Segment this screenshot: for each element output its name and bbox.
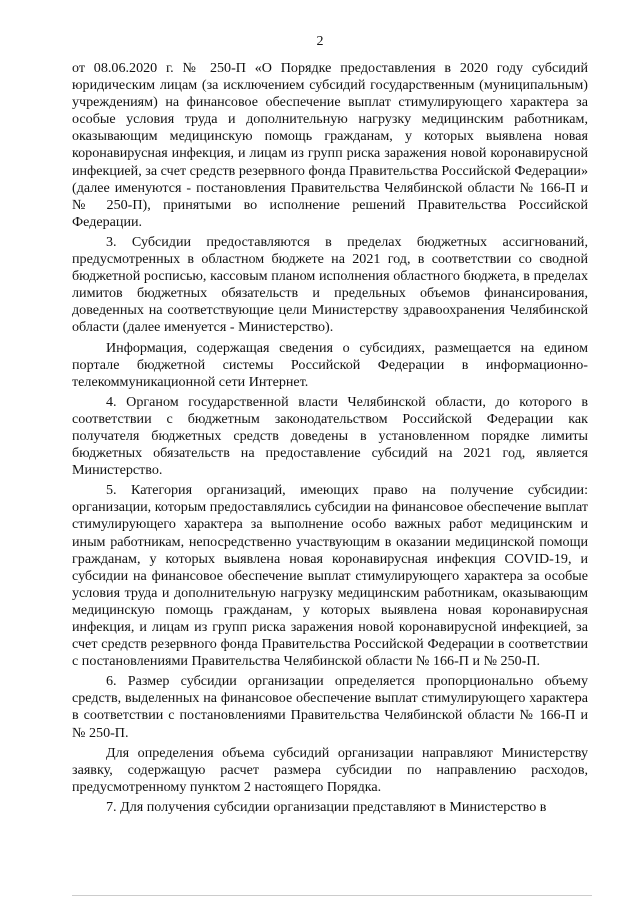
page-edge-line — [72, 895, 592, 896]
paragraph-item-7: 7. Для получения субсидии организации представляют в Министерство в — [106, 798, 547, 815]
paragraph-item-4: 4. Органом государственной власти Челябинской области, до которого в соответствии с бюджетным законодательством Российской Федерации как получателя бюджетных средств доведены в установленном порядке лимиты бюджетных обязательств на предоставление субсидий на 2021 год, является Министерство. — [72, 393, 588, 479]
paragraph-item-6: 6. Размер субсидии организации определяется пропорционально объему средств, выделенных на финансовое обеспечение выплат стимулирующего характера в соответствии с постановлениями Правительства Челябинской области № 166-П и № 250-П. — [72, 673, 588, 741]
page-number: 2 — [316, 34, 324, 49]
document-body — [72, 60, 588, 819]
paragraph-info: Информация, содержащая сведения о субсидиях, размещается на едином портале бюджетной системы Российской Федерации в информационно-телекоммуникационной сети Интернет. — [72, 339, 588, 390]
paragraph-item-5: 5. Категория организаций, имеющих право на получение субсидии: организации, которым предоставлялись субсидии на финансовое обеспечение выплат стимулирующего характера за выполнение особо важных работ медицинским и иным работникам, непосредственно участвующим в оказании медицинской помощи гражданам, у которых выявлена новая коронавирусная инфекция COVID-19, и субсидии на финансовое обеспечение выплат стимулирующего характера за особые условия труда и дополнительную нагрузку медицинским работникам, оказывающим медицинскую помощь гражданам, у которых выявлена новая коронавирусная инфекция, и лицам из групп риска заражения новой коронавирусной инфекцией, за счет средств резервного фонда Правительства Российской Федерации в соответствии с постановлениями Правительства Челябинской области № 166-П и № 250-П. — [72, 482, 588, 670]
paragraph-item-3: 3. Субсидии предоставляются в пределах бюджетных ассигнований, предусмотренных в областном бюджете на 2021 год, в соответствии со сводной бюджетной росписью, кассовым планом исполнения областного бюджета, в пределах лимитов бюджетных обязательств и предельных объемов финансирования, доведенных на соответствующие цели Министерству здравоохранения Челябинской области (далее именуется - Министерство). — [72, 233, 588, 336]
paragraph-continuation: от 08.06.2020 г. № 250-П «О Порядке предоставления в 2020 году субсидий юридическим лицам (за исключением субсидий государственным (муниципальным) учреждениям) на финансовое обеспечение выплат стимулирующего характера за особые условия труда и дополнительную нагрузку медицинским работникам, оказывающим медицинскую помощь гражданам, у которых выявлена новая коронавирусная инфекция, и лицам из групп риска заражения новой коронавирусной инфекцией, за счет средств резервного фонда Правительства Российской Федерации» (далее именуются - постановления Правительства Челябинской области № 166-П и № 250-П), принятыми во исполнение решений Правительства Российской Федерации. — [72, 60, 588, 230]
paragraph-request: Для определения объема субсидий организации направляют Министерству заявку, содержащую расчет размера субсидии по направлению расходов, предусмотренному пунктом 2 настоящего Порядка. — [72, 744, 588, 795]
